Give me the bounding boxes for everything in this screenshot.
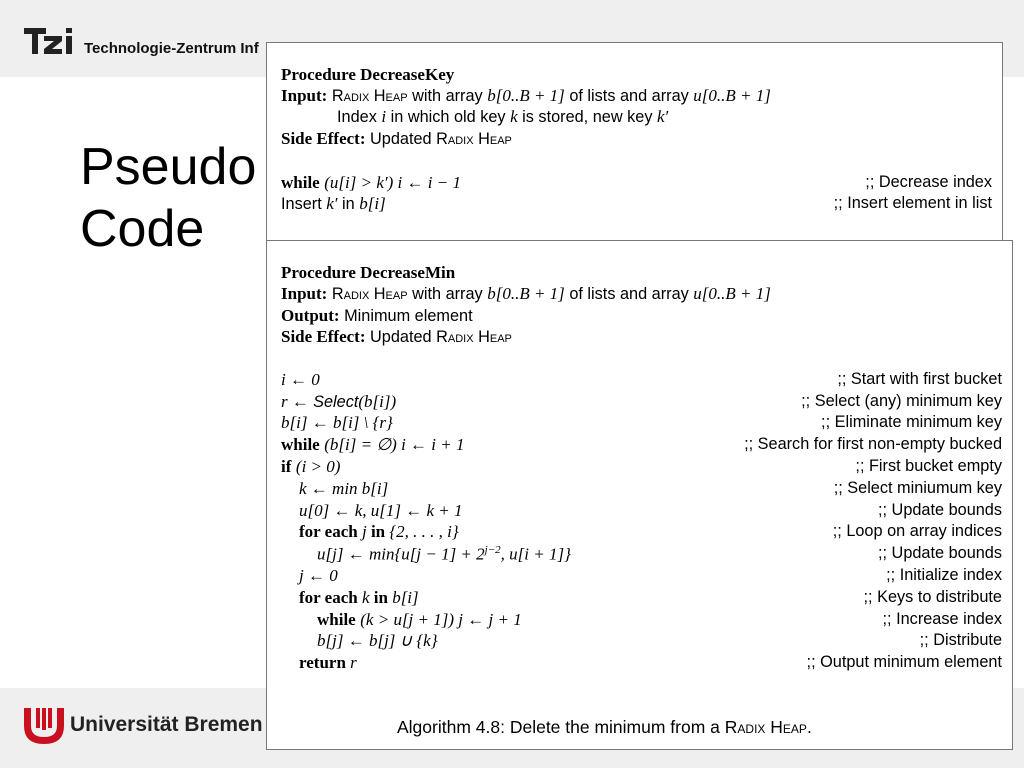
comment-line-10: ;; Initialize index: [886, 566, 1002, 584]
code-line-2: r ← Select(b[i]): [281, 392, 397, 411]
proc1-while-line: while (u[i] > k′) i ← i − 1: [281, 173, 461, 192]
comment-line-3: ;; Eliminate minimum key: [821, 413, 1002, 431]
comment-line-8: ;; Loop on array indices: [832, 522, 1002, 540]
proc1-side-effect-line: Side Effect: Updated Radix Heap: [281, 129, 512, 148]
algorithm-caption: Algorithm 4.8: Delete the minimum from a Radix Heap.: [397, 717, 812, 737]
university-logo-icon: [22, 706, 66, 746]
code-line-6: k ← min b[i]: [299, 479, 389, 498]
code-line-3: b[i] ← b[i] \ {r}: [281, 413, 393, 432]
comment-line-9: ;; Update bounds: [877, 544, 1002, 562]
decreasemin-algorithm-box: [266, 240, 1013, 750]
comment-line-2: ;; Select (any) minimum key: [801, 392, 1002, 410]
comment-line-14: ;; Output minimum element: [806, 653, 1002, 671]
proc2-output-line: Output: Minimum element: [281, 306, 473, 325]
proc1-title: Procedure DecreaseKey: [281, 65, 455, 84]
code-line-12: while (k > u[j + 1]) j ← j + 1: [317, 610, 522, 629]
proc2-title: Procedure DecreaseMin: [281, 263, 456, 282]
code-line-7: u[0] ← k, u[1] ← k + 1: [299, 501, 463, 520]
proc2-side-effect-line: Side Effect: Updated Radix Heap: [281, 327, 512, 346]
university-name: Universität Bremen: [70, 713, 263, 736]
code-line-1: i ← 0: [281, 370, 320, 389]
code-line-5: if (i > 0): [281, 457, 341, 476]
comment-line-12: ;; Increase index: [882, 610, 1002, 628]
proc1-insert-line: Insert k′ in b[i]: [281, 194, 386, 213]
proc1-while-comment: ;; Decrease index: [865, 173, 992, 191]
comment-line-6: ;; Select miniumum key: [833, 479, 1002, 497]
code-line-14: return r: [299, 653, 357, 672]
comment-line-7: ;; Update bounds: [877, 501, 1002, 519]
proc1-index-line: Index i in which old key k is stored, new key k′: [337, 107, 669, 126]
proc2-input-line: Input: Radix Heap with array b[0..B + 1] of lists and array u[0..B + 1]: [281, 284, 771, 303]
code-line-9: u[j] ← $\min\{u[j - 1] + 2^{j-2}$, u[i + 1]}: [317, 544, 571, 564]
proc1-input-line: Input: Radix Heap with array b[0..B + 1] of lists and array u[0..B + 1]: [281, 86, 771, 105]
code-line-11: for each k in b[i]: [299, 588, 419, 607]
tzi-logo-icon: [24, 26, 76, 56]
code-line-8: for each j in {2, . . . , i}: [299, 522, 459, 541]
slide-title: Pseudo Code: [80, 138, 257, 258]
comment-line-13: ;; Distribute: [919, 631, 1002, 649]
comment-line-4: ;; Search for first non-empty bucked: [744, 435, 1002, 453]
code-line-13: b[j] ← b[j] ∪ {k}: [317, 631, 438, 650]
decreasekey-algorithm-box: [266, 42, 1003, 241]
proc1-insert-comment: ;; Insert element in list: [833, 194, 992, 212]
comment-line-11: ;; Keys to distribute: [863, 588, 1002, 606]
comment-line-1: ;; Start with first bucket: [837, 370, 1002, 388]
comment-line-5: ;; First bucket empty: [855, 457, 1002, 475]
code-line-10: j ← 0: [299, 566, 338, 585]
org-name: Technologie-Zentrum Inf: [84, 40, 259, 57]
code-line-4: while (b[i] = ∅) i ← i + 1: [281, 435, 465, 454]
